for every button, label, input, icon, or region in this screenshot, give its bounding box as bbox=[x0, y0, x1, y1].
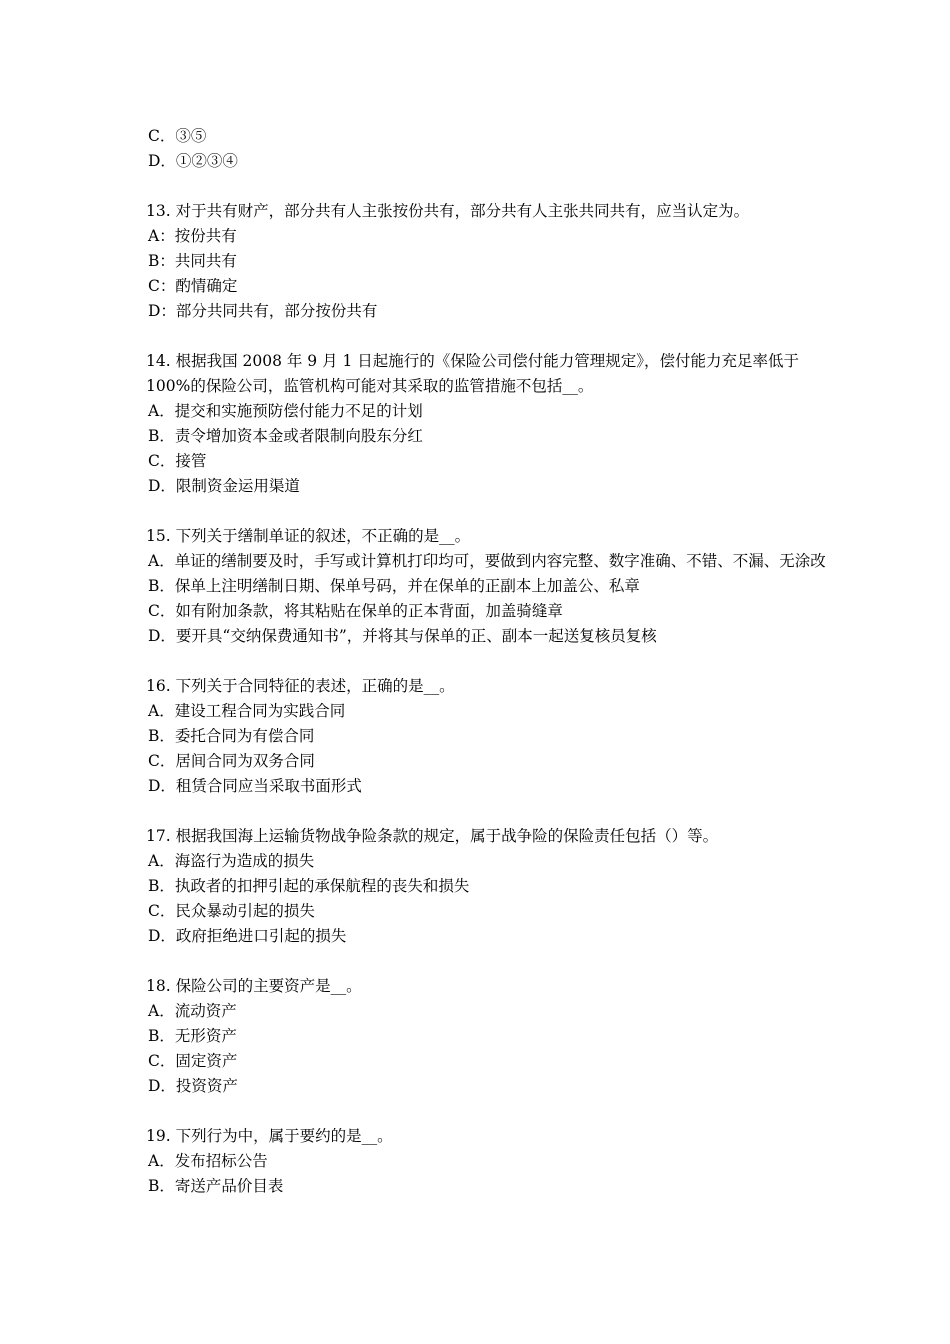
option-a: A．海盗行为造成的损失 bbox=[148, 852, 315, 870]
option-c: C．如有附加条款，将其粘贴在保单的正本背面，加盖骑缝章 bbox=[148, 602, 563, 620]
option-b: B．责令增加资本金或者限制向股东分红 bbox=[148, 427, 423, 445]
question-stem: 14. 根据我国 2008 年 9 月 1 日起施行的《保险公司偿付能力管理规定》，偿付能力充足率低于 100%的保险公司，监管机构可能对其采取的监管措施不包括__。 bbox=[146, 352, 800, 395]
option-d: D：部分共同共有，部分按份共有 bbox=[148, 302, 378, 320]
question-stem: 15. 下列关于缮制单证的叙述，不正确的是__。 bbox=[146, 527, 471, 545]
option-d: D．要开具“交纳保费通知书”，并将其与保单的正、副本一起送复核员复核 bbox=[148, 627, 657, 645]
option-c: C．民众暴动引起的损失 bbox=[148, 902, 315, 920]
question-stem: 17. 根据我国海上运输货物战争险条款的规定，属于战争险的保险责任包括（）等。 bbox=[146, 827, 719, 845]
option-b: B．委托合同为有偿合同 bbox=[148, 727, 315, 745]
option-c: C．固定资产 bbox=[148, 1052, 238, 1070]
option-a: A．单证的缮制要及时，手写或计算机打印均可，要做到内容完整、数字准确、不错、不漏、无涂改 bbox=[148, 552, 826, 570]
option-a: A．流动资产 bbox=[148, 1002, 237, 1020]
option-b: B．无形资产 bbox=[148, 1027, 237, 1045]
question-stem: 16. 下列关于合同特征的表述，正确的是__。 bbox=[146, 677, 455, 695]
question-18 bbox=[146, 974, 826, 1099]
option-d: D．政府拒绝进口引起的损失 bbox=[148, 927, 347, 945]
option-b: B：共同共有 bbox=[148, 252, 237, 270]
option-b: B．执政者的扣押引起的承保航程的丧失和损失 bbox=[148, 877, 470, 895]
question-14 bbox=[146, 349, 826, 499]
question-13 bbox=[146, 199, 826, 324]
option-a: A．发布招标公告 bbox=[148, 1152, 268, 1170]
question-15 bbox=[146, 524, 826, 649]
question-17 bbox=[146, 824, 826, 949]
option-d: D．①②③④ bbox=[148, 152, 238, 170]
option-b: B．寄送产品价目表 bbox=[148, 1177, 284, 1195]
previous-question-tail bbox=[146, 124, 826, 174]
option-d: D．投资资产 bbox=[148, 1077, 238, 1095]
document-page bbox=[146, 124, 826, 1199]
question-19 bbox=[146, 1124, 826, 1199]
question-stem: 18. 保险公司的主要资产是__。 bbox=[146, 977, 362, 995]
option-a: A：按份共有 bbox=[148, 227, 237, 245]
question-16 bbox=[146, 674, 826, 799]
option-c: C．居间合同为双务合同 bbox=[148, 752, 315, 770]
question-stem: 13. 对于共有财产，部分共有人主张按份共有，部分共有人主张共同共有，应当认定为。 bbox=[146, 202, 750, 220]
option-d: D．租赁合同应当采取书面形式 bbox=[148, 777, 362, 795]
question-stem: 19. 下列行为中，属于要约的是__。 bbox=[146, 1127, 393, 1145]
option-a: A．提交和实施预防偿付能力不足的计划 bbox=[148, 402, 423, 420]
option-c: C．接管 bbox=[148, 452, 207, 470]
option-a: A．建设工程合同为实践合同 bbox=[148, 702, 346, 720]
option-d: D．限制资金运用渠道 bbox=[148, 477, 300, 495]
option-c: C．③⑤ bbox=[148, 127, 207, 145]
option-b: B．保单上注明缮制日期、保单号码，并在保单的正副本上加盖公、私章 bbox=[148, 577, 640, 595]
option-c: C：酌情确定 bbox=[148, 277, 238, 295]
